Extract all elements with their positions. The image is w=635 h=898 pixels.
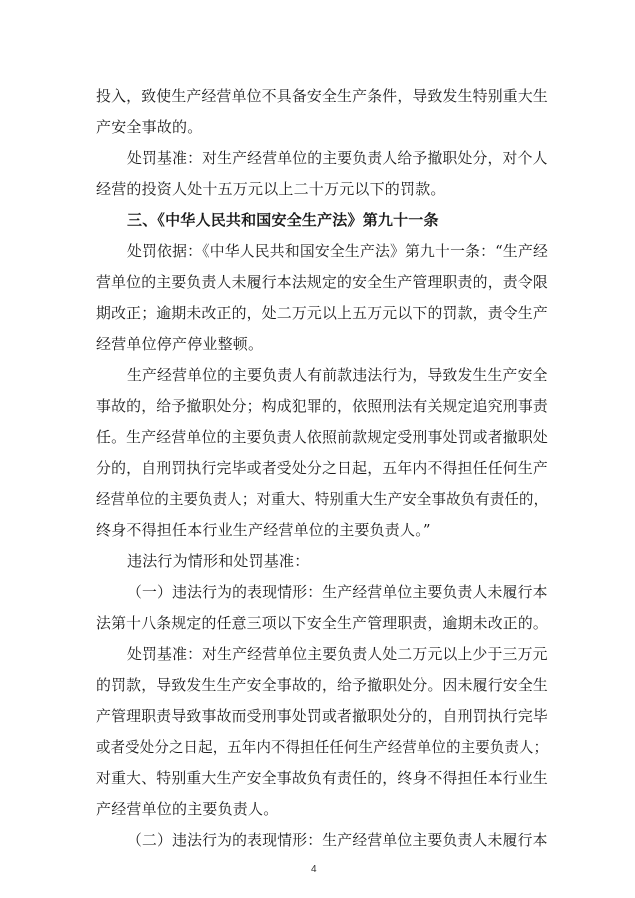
- text-line: 或者受处分之日起，五年内不得担任任何生产经营单位的主要负责人；: [96, 738, 549, 756]
- section-heading: 三、《中华人民共和国安全生产法》第九十一条: [127, 211, 439, 229]
- text-line: 经营单位的主要负责人；对重大、特别重大生产安全事故负有责任的，: [96, 490, 549, 508]
- text-line: （一）违法行为的表现情形：生产经营单位主要负责人未履行本: [127, 583, 548, 601]
- text-line: 营单位的主要负责人未履行本法规定的安全生产管理职责的，责令限: [96, 273, 549, 291]
- text-line: 经营单位停产停业整顿。: [96, 335, 264, 353]
- text-line: 任。生产经营单位的主要负责人依照前款规定受刑事处罚或者撤职处: [96, 428, 549, 446]
- text-line: 处罚依据：《中华人民共和国安全生产法》第九十一条：“生产经: [127, 242, 549, 260]
- page-number: 4: [311, 864, 317, 875]
- text-line: 产经营单位的主要负责人。: [96, 800, 279, 818]
- text-line: 事故的，给予撤职处分；构成犯罪的，依照刑法有关规定追究刑事责: [96, 397, 549, 415]
- text-line: 的罚款，导致发生生产安全事故的，给予撤职处分。因未履行安全生: [96, 676, 549, 694]
- text-line: 处罚基准：对生产经营单位主要负责人处二万元以上少于三万元: [127, 645, 548, 663]
- text-line: 处罚基准：对生产经营单位的主要负责人给予撤职处分，对个人: [127, 149, 548, 167]
- text-line: 对重大、特别重大生产安全事故负有责任的，终身不得担任本行业生: [96, 769, 549, 787]
- text-line: 违法行为情形和处罚基准：: [127, 552, 310, 570]
- text-line: 产安全事故的。: [96, 118, 203, 136]
- text-line: 期改正；逾期未改正的，处二万元以上五万元以下的罚款，责令生产: [96, 304, 549, 322]
- text-line: （二）违法行为的表现情形：生产经营单位主要负责人未履行本: [127, 831, 548, 849]
- text-line: 分的，自刑罚执行完毕或者受处分之日起，五年内不得担任任何生产: [96, 459, 549, 477]
- text-line: 经营的投资人处十五万元以上二十万元以下的罚款。: [96, 180, 446, 198]
- text-line: 投入，致使生产经营单位不具备安全生产条件，导致发生特别重大生: [96, 87, 549, 105]
- text-line: 生产经营单位的主要负责人有前款违法行为，导致发生生产安全: [127, 366, 548, 384]
- text-line: 法第十八条规定的任意三项以下安全生产管理职责，逾期未改正的。: [96, 614, 549, 632]
- text-line: 终身不得担任本行业生产经营单位的主要负责人。”: [96, 521, 431, 539]
- text-line: 产管理职责导致事故而受刑事处罚或者撤职处分的，自刑罚执行完毕: [96, 707, 549, 725]
